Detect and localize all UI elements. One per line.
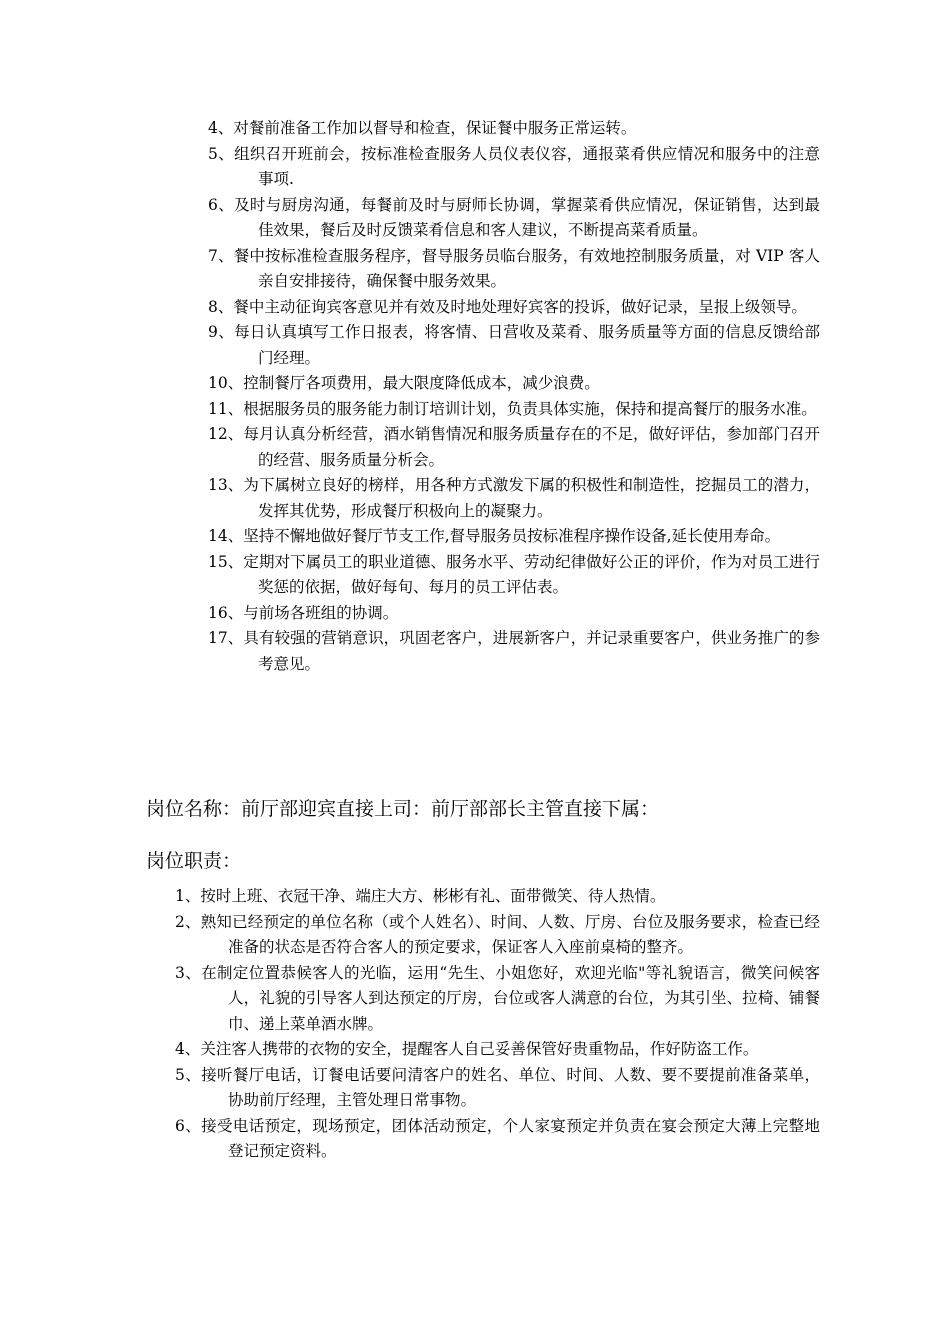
item-number: 3、 (175, 963, 202, 982)
item-text: 关注客人携带的衣物的安全，提醒客人自己妥善保管好贵重物品，作好防盗工作。 (200, 1040, 759, 1058)
item-number: 5、 (208, 144, 235, 163)
item-text: 每月认真分析经营，酒水销售情况和服务质量存在的不足，做好评估，参加部门召开的经营、服务质量分析会。 (243, 425, 820, 469)
item-number: 4、 (208, 119, 234, 137)
list-item (208, 397, 820, 423)
list-item (208, 371, 820, 397)
item-text: 为下属树立良好的榜样，用各种方式激发下属的积极性和制造性，挖掘员工的潜力，发挥其优势，形成餐厅积极向上的凝聚力。 (243, 476, 820, 520)
item-text: 按时上班、衣冠干净、端庄大方、彬彬有礼、面带微笑、待人热情。 (200, 887, 666, 905)
item-text: 餐中主动征询宾客意见并有效及时地处理好宾客的投诉，做好记录，呈报上级领导。 (233, 297, 807, 316)
list-item (175, 1037, 820, 1063)
list-item (208, 473, 820, 524)
item-text: 熟知已经预定的单位名称（或个人姓名）、时间、人数、厅房、台位及服务要求，检查已经准备的状态是否符合客人的预定要求，保证客人入座前桌椅的整齐。 (200, 912, 820, 956)
item-text: 控制餐厅各项费用，最大限度降低成本，减少浪费。 (243, 374, 600, 392)
duty-list-continued (208, 116, 820, 677)
list-item (208, 295, 820, 321)
item-text: 接听餐厅电话，订餐电话要问清客户的姓名、单位、时间、人数、要不要提前准备菜单，协助前厅经理，主管处理日常事物。 (201, 1065, 820, 1109)
item-number: 11、 (208, 399, 244, 418)
list-item (208, 601, 820, 627)
item-number: 14、 (208, 527, 244, 545)
list-item (208, 142, 820, 193)
list-item (208, 244, 820, 295)
item-number: 9、 (208, 323, 235, 341)
item-number: 1、 (175, 887, 201, 905)
item-number: 7、 (208, 246, 234, 265)
item-text: 根据服务员的服务能力制订培训计划，负责具体实施，保持和提高餐厅的服务水准。 (243, 399, 817, 418)
item-number: 4、 (175, 1040, 201, 1058)
list-item (208, 550, 820, 601)
item-number: 8、 (208, 297, 234, 316)
duty-list (175, 884, 820, 1165)
list-item (175, 1114, 820, 1165)
item-text: 定期对下属员工的职业道德、服务水平、劳动纪律做好公正的评价，作为对员工进行奖惩的依据，做好每旬、每月的员工评估表。 (243, 552, 820, 596)
item-text: 具有较强的营销意识，巩固老客户，进展新客户，并记录重要客户，供业务推广的参考意见。 (243, 629, 820, 673)
item-text: 组织召开班前会，按标准检查服务人员仪表仪容，通报菜肴供应情况和服务中的注意事项. (234, 144, 820, 188)
item-number: 10、 (208, 374, 244, 392)
list-item (208, 193, 820, 244)
item-text: 坚持不懈地做好餐厅节支工作,督导服务员按标准程序操作设备,延长使用寿命。 (243, 527, 781, 545)
item-number: 15、 (208, 552, 244, 571)
item-number: 13、 (208, 476, 244, 494)
post-heading: 岗位名称：前厅部迎宾直接上司：前厅部部长主管直接下属： (146, 798, 660, 820)
list-item (175, 910, 820, 961)
item-number: 16、 (208, 603, 244, 622)
list-item (208, 320, 820, 371)
list-item (208, 422, 820, 473)
duty-heading: 岗位职责： (146, 850, 242, 872)
item-text: 及时与厨房沟通，每餐前及时与厨师长协调，掌握菜肴供应情况，保证销售，达到最佳效果，餐后及时反馈菜肴信息和客人建议，不断提高菜肴质量。 (234, 195, 820, 239)
list-item (175, 1063, 820, 1114)
item-number: 5、 (175, 1065, 202, 1084)
list-item (175, 884, 820, 910)
item-number: 2、 (175, 912, 201, 931)
item-number: 17、 (208, 629, 244, 647)
item-text: 对餐前准备工作加以督导和检查，保证餐中服务正常运转。 (233, 119, 637, 137)
list-item (208, 626, 820, 677)
item-text: 接受电话预定，现场预定，团体活动预定，个人家宴预定并负责在宴会预定大薄上完整地登记预定资料。 (201, 1116, 820, 1160)
list-item (175, 961, 820, 1038)
list-item (208, 524, 820, 550)
item-text: 在制定位置恭候客人的光临，运用“先生、小姐您好，欢迎光临"等礼貌语言，微笑问候客人，礼貌的引导客人到达预定的厅房，台位或客人满意的台位，为其引坐、拉椅、铺餐巾、递上菜单酒水牌。 (201, 963, 820, 1033)
item-text: 与前场各班组的协调。 (243, 603, 399, 622)
item-number: 6、 (208, 195, 235, 214)
item-text: 每日认真填写工作日报表，将客情、日营收及菜肴、服务质量等方面的信息反馈给部门经理。 (234, 323, 820, 367)
item-text: 餐中按标准检查服务程序，督导服务员临台服务，有效地控制服务质量，对 VIP 客人亲自安排接待，确保餐中服务效果。 (233, 246, 820, 290)
list-item (208, 116, 820, 142)
item-number: 12、 (208, 425, 244, 443)
item-number: 6、 (175, 1116, 202, 1135)
